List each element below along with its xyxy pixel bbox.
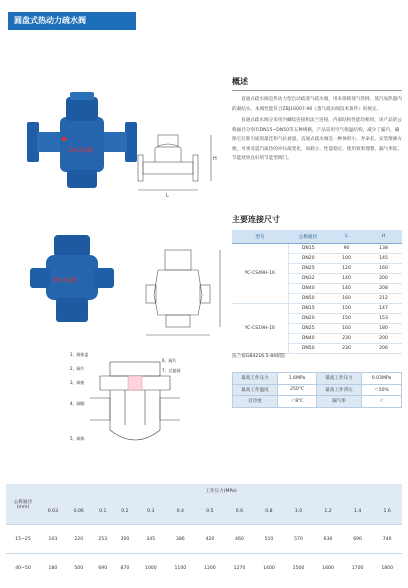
valve-photo-flanged xyxy=(22,92,142,192)
table-row: DN32 140 200 xyxy=(232,274,402,284)
col-header: 型号 xyxy=(232,230,288,244)
valve-cap xyxy=(66,97,98,121)
model-cell: YC-CS49H-16 xyxy=(232,244,288,304)
table-row: 15~25 103 220 253 300 345 386 420 460 510 570 630 690 740 xyxy=(6,525,402,554)
dimensions-note: 法兰按GB4216.5-84制造 xyxy=(232,354,286,359)
valve-photo-threaded xyxy=(22,230,122,330)
part-label: 6、阀片 xyxy=(162,358,177,363)
conditions-table xyxy=(232,372,402,408)
dimension-drawing-flanged xyxy=(133,110,223,200)
table-row: YC-CS19H-16 DN15 150 147 xyxy=(232,304,402,314)
table-row: 最高工作温度 250℃ 最高工作背压 ＜50% xyxy=(233,384,402,396)
part-label: 7、过滤网 xyxy=(162,368,181,373)
table-row: DN50 230 206 xyxy=(232,344,402,354)
col-header: L xyxy=(328,230,365,244)
table-row: DN40 140 208 xyxy=(232,284,402,294)
cross-section-diagram xyxy=(70,350,190,460)
table-row: DN50 160 212 xyxy=(232,294,402,304)
col-header: H xyxy=(365,230,402,244)
overview-section xyxy=(232,76,402,164)
overview-heading: 概述 xyxy=(232,77,248,86)
part-label: 4、阀帽 xyxy=(70,401,85,406)
table-row: DN20 100 145 xyxy=(232,254,402,264)
table-row: DN20 150 153 xyxy=(232,314,402,324)
table-row: DN25 120 160 xyxy=(232,264,402,274)
part-label: 1、阀体盖 xyxy=(70,352,89,357)
overview-paragraph: 直通式疏水阀是热动力型自动疏蒸气疏水阀，用来排除蒸气管网、蒸汽加热器内的凝结水。本阀性能符合ZBJ16007-90《蒸气疏水阀技术条件》的规定。 xyxy=(232,97,402,112)
dim-label-l: L xyxy=(166,193,169,199)
table-header xyxy=(232,230,402,244)
part-label: 5、阀体 xyxy=(70,436,85,441)
svg-text:ZHUOJIE: ZHUOJIE xyxy=(68,147,94,154)
dimension-drawing-threaded xyxy=(140,245,230,340)
table-row: 过冷度 ＜8℃ 漏气率 ＜ xyxy=(233,396,402,408)
part-label: 2、阀片 xyxy=(70,366,85,371)
performance-table xyxy=(6,484,402,582)
pressure-header: 工作压力(MPa) xyxy=(40,484,402,498)
col-header: 公称通径 xyxy=(288,230,328,244)
table-row: YC-CS49H-16 DN15 90 138 xyxy=(232,244,402,254)
table-row: 最高工作压力 1.6MPa 最高工作压力 0.03MPa xyxy=(233,373,402,385)
table-row: 40~50 180 500 690 870 1000 1100 1200 1270 1400 1500 1600 1700 1800 xyxy=(6,554,402,583)
part-label: 3、阀座 xyxy=(70,380,85,385)
svg-text:ZHUOJIE: ZHUOJIE xyxy=(52,277,78,284)
page-title: 圆盘式热动力疏水阀 xyxy=(8,12,136,30)
dimensions-heading: 主要连接尺寸 xyxy=(232,215,280,224)
dim-label-h: H xyxy=(213,156,217,162)
table-row: DN40 230 200 xyxy=(232,334,402,344)
row-header: 公称通径 (mm) xyxy=(6,484,40,525)
table-row: DN25 160 180 xyxy=(232,324,402,334)
model-cell: YC-CS19H-16 xyxy=(232,304,288,354)
table-header: 0.03 0.06 0.1 0.2 0.3 0.4 0.5 0.6 0.8 1.0 1.2 1.4 1.6 xyxy=(6,498,402,525)
dimensions-table xyxy=(232,230,402,354)
overview-paragraph: 直通式疏水阀分采用内螺纹连接和法兰连接，内部结构性能均相同，该产品的公称通径分别有DN15~DN50等五种规格，产品采用空气保温结构，减少了漏汽，确保它灯准引面的最佳和气抗衰量。直通式疏水阀是一种体积小、寿命长、安装维修方便、可承受震汽质热的冲压疏变化，而耗小、性能稳定、使用效果理想、漏气率低、节能效果良好的节能型阀门。 xyxy=(232,118,402,161)
